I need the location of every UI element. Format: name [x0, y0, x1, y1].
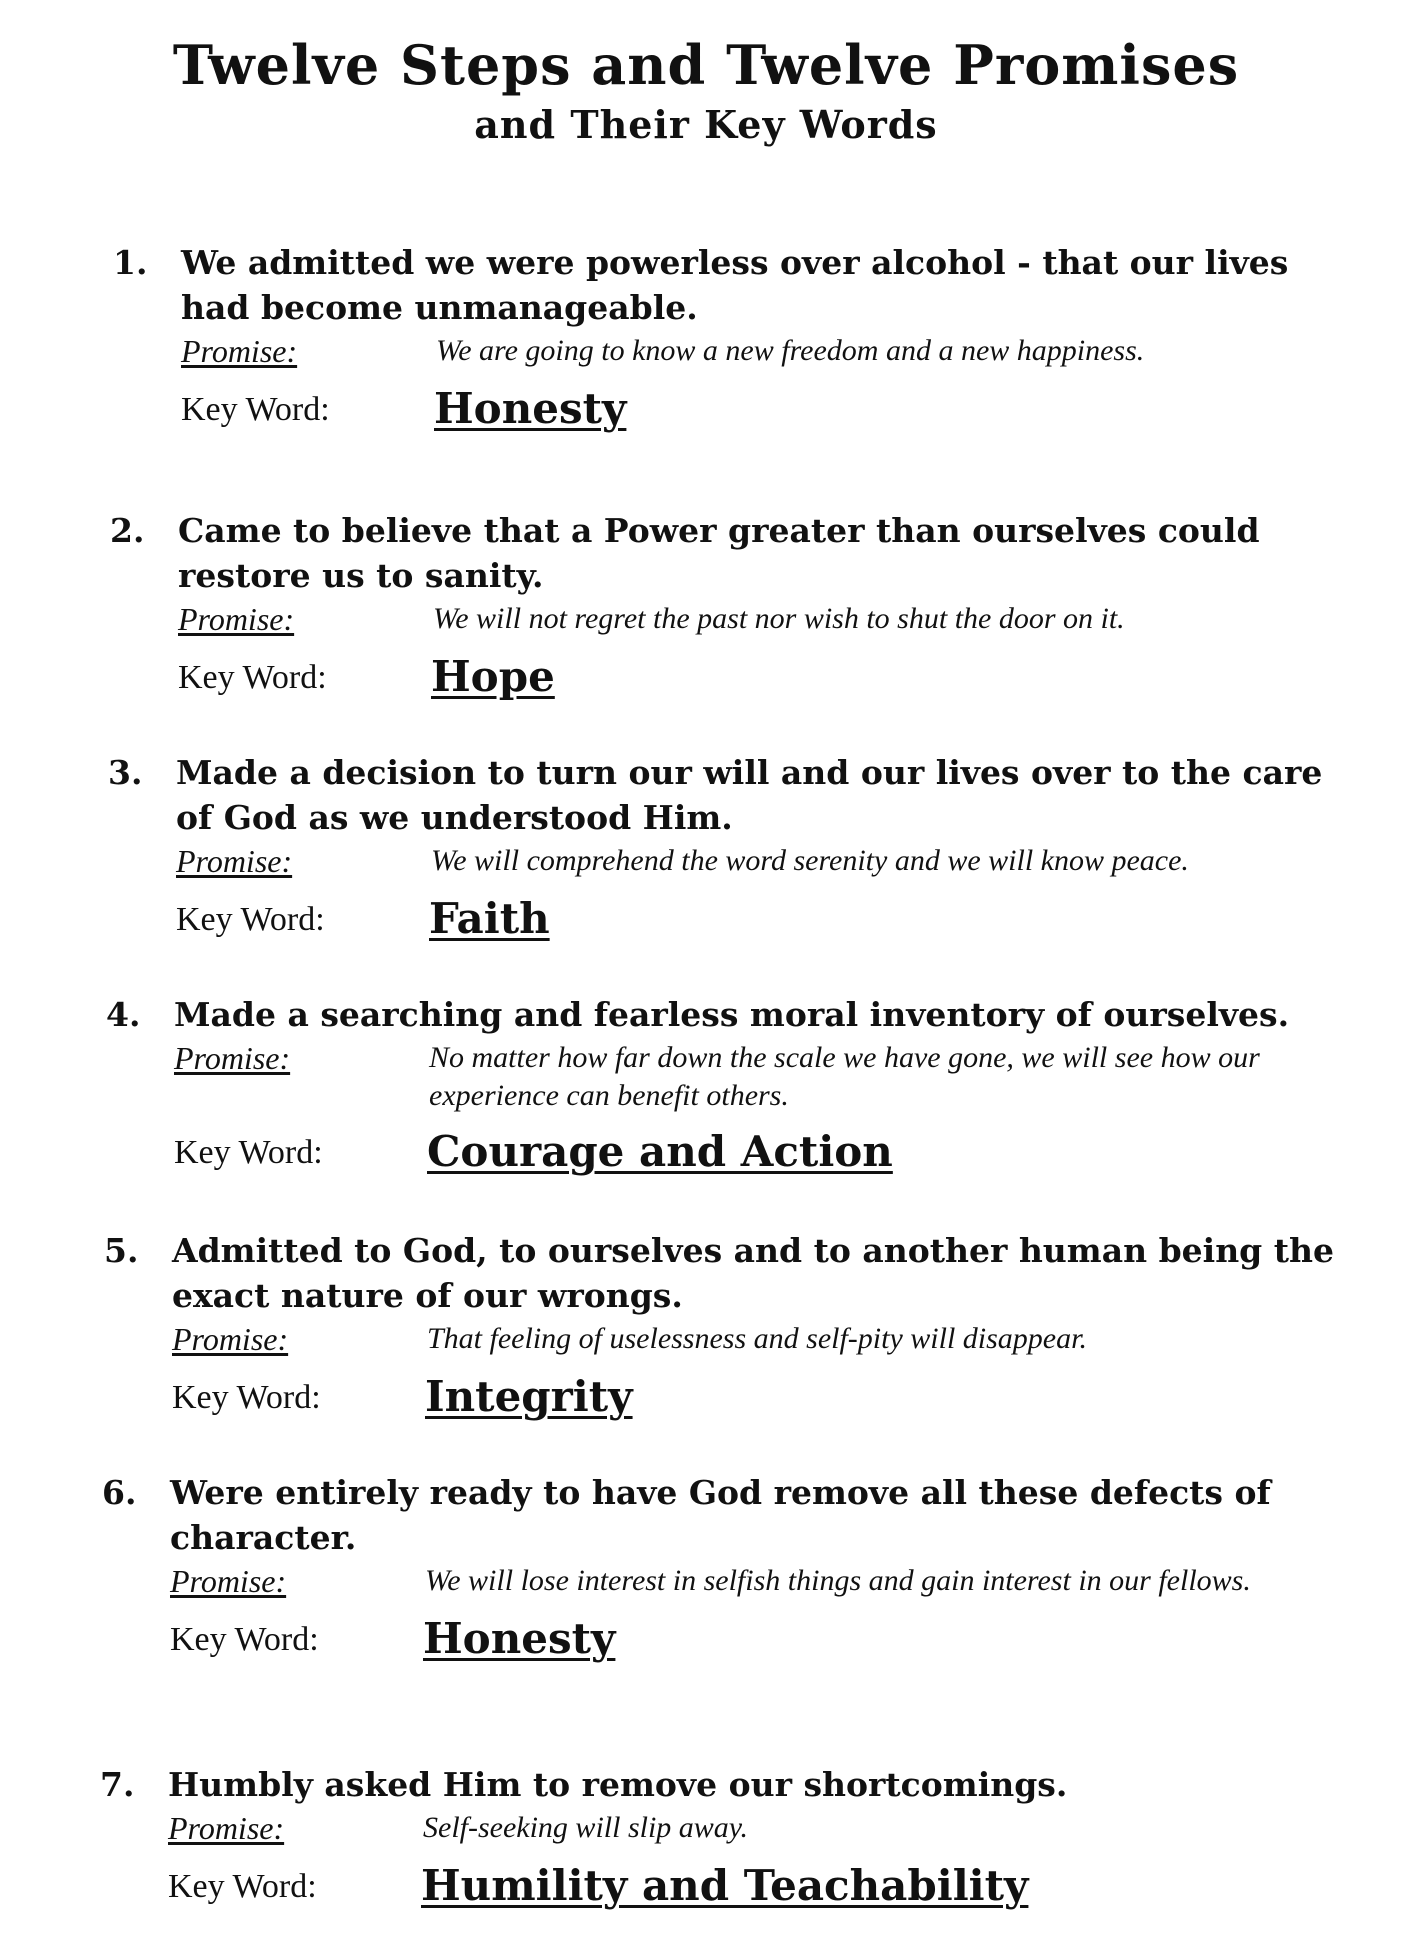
promise-row	[170, 1562, 1382, 1602]
key-word-row	[172, 1372, 1384, 1422]
step-item-1	[113, 240, 1393, 434]
key-word: Faith	[429, 894, 550, 943]
promise-label: Promise:	[176, 843, 293, 879]
step-number: 6.	[102, 1473, 137, 1512]
page-header	[0, 30, 1412, 150]
promise-label: Promise:	[178, 601, 295, 637]
step-text: We admitted we were powerless over alcohol - that our lives had become unmanageable.	[181, 243, 1289, 327]
key-word-row	[174, 1127, 1386, 1177]
step-item-4	[106, 992, 1386, 1177]
promise-label: Promise:	[181, 333, 298, 369]
step-number: 3.	[108, 753, 143, 792]
promise-text: We will comprehend the word serenity and we will know peace.	[431, 844, 1189, 877]
step-number: 7.	[100, 1765, 135, 1804]
step-number: 1.	[113, 243, 148, 282]
promise-text: We will not regret the past nor wish to shut the door on it.	[433, 602, 1125, 635]
promise-label: Promise:	[172, 1321, 289, 1357]
step-item-3	[108, 750, 1388, 944]
step-number: 5.	[104, 1231, 139, 1270]
key-word-label: Key Word:	[170, 1621, 319, 1658]
step-item-2	[110, 508, 1390, 702]
step-item-5	[104, 1228, 1384, 1422]
key-word-row	[170, 1614, 1382, 1664]
promise-row	[172, 1320, 1384, 1360]
step-text: Were entirely ready to have God remove all these defects of character.	[170, 1473, 1271, 1557]
key-word-label: Key Word:	[178, 659, 327, 696]
key-word-row	[176, 894, 1388, 944]
promise-text: No matter how far down the scale we have gone, we will see how our experience can benefit others.	[429, 1041, 1260, 1112]
page-title: Twelve Steps and Twelve Promises	[172, 33, 1240, 97]
promise-text: Self-seeking will slip away.	[423, 1811, 748, 1844]
step-text: Made a searching and fearless moral inventory of ourselves.	[174, 995, 1290, 1034]
step-number: 2.	[110, 511, 145, 550]
step-text: Admitted to God, to ourselves and to another human being the exact nature of our wrongs.	[172, 1231, 1334, 1315]
promise-label: Promise:	[170, 1563, 287, 1599]
step-text: Came to believe that a Power greater than ourselves could restore us to sanity.	[178, 511, 1260, 595]
key-word-label: Key Word:	[172, 1379, 321, 1416]
page-subtitle: and Their Key Words	[474, 102, 938, 147]
promise-label: Promise:	[174, 1040, 291, 1076]
key-word: Honesty	[423, 1614, 616, 1663]
key-word-label: Key Word:	[176, 901, 325, 938]
key-word: Hope	[431, 652, 555, 701]
promise-text: That feeling of uselessness and self-pity will disappear.	[427, 1322, 1087, 1355]
promise-row	[178, 600, 1390, 640]
key-word-row	[181, 384, 1393, 434]
key-word: Integrity	[425, 1372, 633, 1421]
key-word: Honesty	[434, 384, 627, 433]
key-word: Courage and Action	[427, 1127, 893, 1176]
key-word-row	[178, 652, 1390, 702]
key-word: Humility and Teachability	[421, 1861, 1029, 1910]
promise-text: We will lose interest in selfish things and gain interest in our fellows.	[425, 1564, 1251, 1597]
step-text: Made a decision to turn our will and our lives over to the care of God as we understood Him.	[176, 753, 1323, 837]
step-item-7	[100, 1762, 1380, 1911]
step-text: Humbly asked Him to remove our shortcomings.	[168, 1765, 1068, 1804]
step-number: 4.	[106, 995, 141, 1034]
promise-text: We are going to know a new freedom and a new happiness.	[436, 334, 1145, 367]
promise-label: Promise:	[168, 1810, 285, 1846]
promise-row	[181, 332, 1393, 372]
promise-row	[176, 842, 1388, 882]
key-word-label: Key Word:	[174, 1134, 323, 1171]
step-item-6	[102, 1470, 1382, 1664]
promise-row	[174, 1039, 1386, 1115]
key-word-row	[168, 1861, 1380, 1911]
promise-row	[168, 1809, 1380, 1849]
key-word-label: Key Word:	[168, 1868, 317, 1905]
key-word-label: Key Word:	[181, 391, 330, 428]
